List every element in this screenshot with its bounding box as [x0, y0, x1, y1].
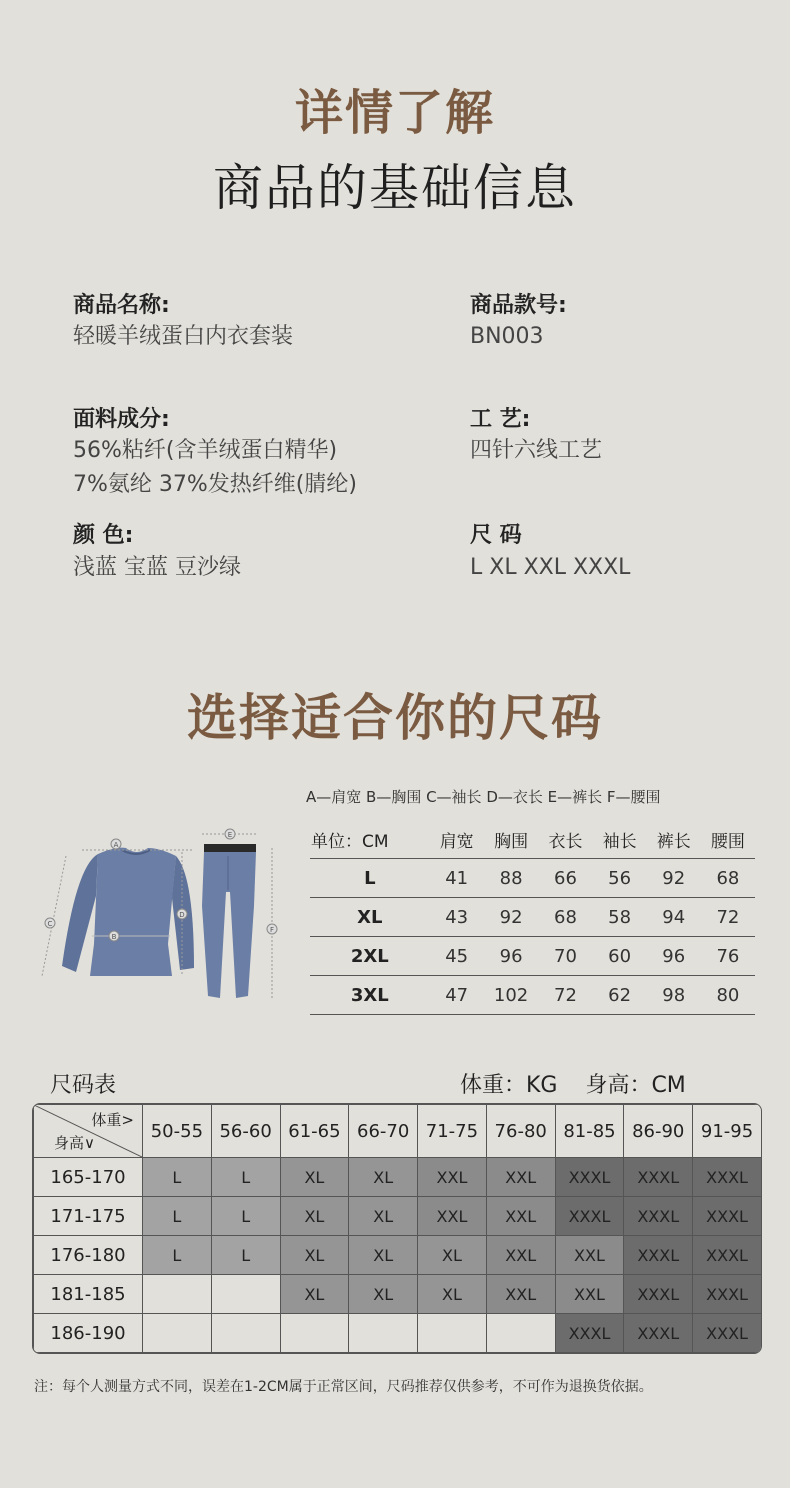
size-cell: L — [211, 1236, 280, 1275]
height-cell: 186-190 — [34, 1314, 143, 1353]
value-cell: 43 — [430, 898, 484, 937]
size-cell: XXXL — [555, 1197, 624, 1236]
fabric-label: 面料成分: — [73, 407, 170, 432]
pants-waistband — [204, 844, 256, 852]
value-cell: 72 — [701, 898, 755, 937]
shirt-shape — [90, 848, 176, 976]
size-cell: L — [143, 1236, 212, 1275]
pants-length-header: 裤长 — [647, 820, 701, 859]
table-row — [34, 1158, 762, 1197]
size-cell: XXXL — [555, 1314, 624, 1353]
size-cell: XL — [280, 1236, 349, 1275]
section-title: 详情了解 — [294, 85, 495, 141]
marker-f: F — [269, 926, 275, 934]
size-cell: L — [143, 1197, 212, 1236]
value-cell: 45 — [430, 937, 484, 976]
table-row — [310, 859, 755, 898]
value-cell: 60 — [593, 937, 647, 976]
size-cell: XXXL — [693, 1236, 762, 1275]
value-cell: 41 — [430, 859, 484, 898]
table-row — [34, 1197, 762, 1236]
size-cell: XL — [280, 1158, 349, 1197]
value-cell: 94 — [647, 898, 701, 937]
unit-header: 单位：CM — [310, 820, 430, 859]
value-cell: 92 — [647, 859, 701, 898]
value-cell: 72 — [538, 976, 592, 1015]
size-cell: XL — [418, 1275, 487, 1314]
weight-header: 71-75 — [418, 1105, 487, 1158]
value-cell: 96 — [484, 937, 539, 976]
size-cell: L — [211, 1197, 280, 1236]
value-cell: 62 — [593, 976, 647, 1015]
corner-cell — [34, 1105, 143, 1158]
value-cell: 47 — [430, 976, 484, 1015]
marker-d: D — [179, 911, 185, 919]
size-cell: XXL — [486, 1236, 555, 1275]
size-chart-units: 体重：KG 身高：CM — [460, 1073, 686, 1098]
shoulder-header: 肩宽 — [430, 820, 484, 859]
value-cell: 96 — [647, 937, 701, 976]
size-cell: XXL — [486, 1197, 555, 1236]
size-section-title: 选择适合你的尺码 — [187, 689, 603, 747]
size-cell: XL — [349, 1158, 418, 1197]
size-cell: L — [211, 1158, 280, 1197]
pants-shape — [202, 852, 256, 998]
size-cell — [349, 1314, 418, 1353]
size-cell: XXXL — [555, 1158, 624, 1197]
size-cell: XXL — [418, 1158, 487, 1197]
value-cell: 56 — [593, 859, 647, 898]
product-model-value: BN003 — [470, 324, 544, 349]
size-cell: L — [143, 1158, 212, 1197]
size-cell — [211, 1275, 280, 1314]
size-chart-title: 尺码表 — [50, 1073, 117, 1098]
table-row — [34, 1275, 762, 1314]
size-cell: XL — [310, 898, 430, 937]
weight-header: 50-55 — [143, 1105, 212, 1158]
value-cell: 80 — [701, 976, 755, 1015]
value-cell: 102 — [484, 976, 539, 1015]
size-cell: XXL — [555, 1275, 624, 1314]
size-cell: XXL — [418, 1197, 487, 1236]
color-label: 颜 色: — [73, 523, 134, 548]
size-cell: XL — [349, 1275, 418, 1314]
color-value: 浅蓝 宝蓝 豆沙绿 — [73, 555, 241, 580]
value-cell: 66 — [538, 859, 592, 898]
size-cell: 2XL — [310, 937, 430, 976]
craft-label: 工 艺: — [470, 407, 531, 432]
value-cell: 98 — [647, 976, 701, 1015]
marker-e: E — [227, 831, 233, 839]
value-cell: 92 — [484, 898, 539, 937]
measurement-table — [310, 820, 755, 1015]
size-cell: XXXL — [624, 1197, 693, 1236]
value-cell: 58 — [593, 898, 647, 937]
size-chart-header-row — [34, 1105, 762, 1158]
length-header: 衣长 — [538, 820, 592, 859]
size-cell: XXXL — [624, 1314, 693, 1353]
product-model-label: 商品款号: — [470, 293, 567, 318]
section-subtitle: 商品的基础信息 — [213, 159, 577, 217]
value-cell: 68 — [538, 898, 592, 937]
size-cell — [418, 1314, 487, 1353]
size-cell: XXL — [486, 1158, 555, 1197]
weight-header: 56-60 — [211, 1105, 280, 1158]
weight-axis-label: 体重> — [91, 1111, 134, 1129]
weight-header: 86-90 — [624, 1105, 693, 1158]
size-cell: XL — [349, 1236, 418, 1275]
height-cell: 165-170 — [34, 1158, 143, 1197]
weight-header: 91-95 — [693, 1105, 762, 1158]
size-cell: XXXL — [693, 1275, 762, 1314]
size-cell — [486, 1314, 555, 1353]
sleeve-header: 袖长 — [593, 820, 647, 859]
size-cell: XL — [280, 1275, 349, 1314]
height-cell: 171-175 — [34, 1197, 143, 1236]
size-cell: XXL — [486, 1275, 555, 1314]
value-cell: 70 — [538, 937, 592, 976]
product-name-label: 商品名称: — [73, 293, 170, 318]
size-cell — [211, 1314, 280, 1353]
size-cell: XXXL — [693, 1197, 762, 1236]
shirt-left-sleeve — [62, 854, 98, 972]
size-cell — [143, 1275, 212, 1314]
table-row — [310, 976, 755, 1015]
measurement-legend: A—肩宽 B—胸围 C—袖长 D—衣长 E—裤长 F—腰围 — [306, 788, 661, 806]
table-row — [310, 898, 755, 937]
weight-header: 66-70 — [349, 1105, 418, 1158]
measurement-header-row — [310, 820, 755, 859]
size-cell — [143, 1314, 212, 1353]
size-cell: XL — [280, 1197, 349, 1236]
marker-a: A — [113, 841, 119, 849]
table-row — [34, 1236, 762, 1275]
garment-illustration — [36, 826, 286, 1006]
disclaimer-note: 注：每个人测量方式不同，误差在1-2CM属于正常区间，尺码推荐仅供参考，不可作为退换货依据。 — [34, 1379, 653, 1395]
table-row — [310, 937, 755, 976]
size-cell — [280, 1314, 349, 1353]
value-cell: 88 — [484, 859, 539, 898]
marker-c: C — [47, 920, 53, 928]
size-chart — [32, 1103, 762, 1354]
height-cell: 176-180 — [34, 1236, 143, 1275]
weight-header: 76-80 — [486, 1105, 555, 1158]
product-name-value: 轻暖羊绒蛋白内衣套装 — [73, 324, 294, 349]
table-row — [34, 1314, 762, 1353]
size-cell: XXXL — [624, 1158, 693, 1197]
value-cell: 68 — [701, 859, 755, 898]
size-cell: L — [310, 859, 430, 898]
size-label: 尺 码 — [470, 523, 522, 548]
fabric-line-2: 7%氨纶 37%发热纤维(腈纶) — [73, 472, 357, 497]
size-value: L XL XXL XXXL — [470, 555, 631, 580]
waist-header: 腰围 — [701, 820, 755, 859]
weight-header: 81-85 — [555, 1105, 624, 1158]
weight-header: 61-65 — [280, 1105, 349, 1158]
size-cell: 3XL — [310, 976, 430, 1015]
size-cell: XXXL — [693, 1314, 762, 1353]
height-cell: 181-185 — [34, 1275, 143, 1314]
size-cell: XXXL — [624, 1275, 693, 1314]
height-axis-label: 身高∨ — [54, 1134, 95, 1152]
size-cell: XXL — [555, 1236, 624, 1275]
size-cell: XXXL — [624, 1236, 693, 1275]
chest-header: 胸围 — [484, 820, 539, 859]
size-cell: XL — [418, 1236, 487, 1275]
fabric-line-1: 56%粘纤(含羊绒蛋白精华) — [73, 438, 338, 463]
size-cell: XXXL — [693, 1158, 762, 1197]
marker-b: B — [111, 933, 117, 941]
value-cell: 76 — [701, 937, 755, 976]
craft-value: 四针六线工艺 — [470, 438, 603, 463]
size-cell: XL — [349, 1197, 418, 1236]
